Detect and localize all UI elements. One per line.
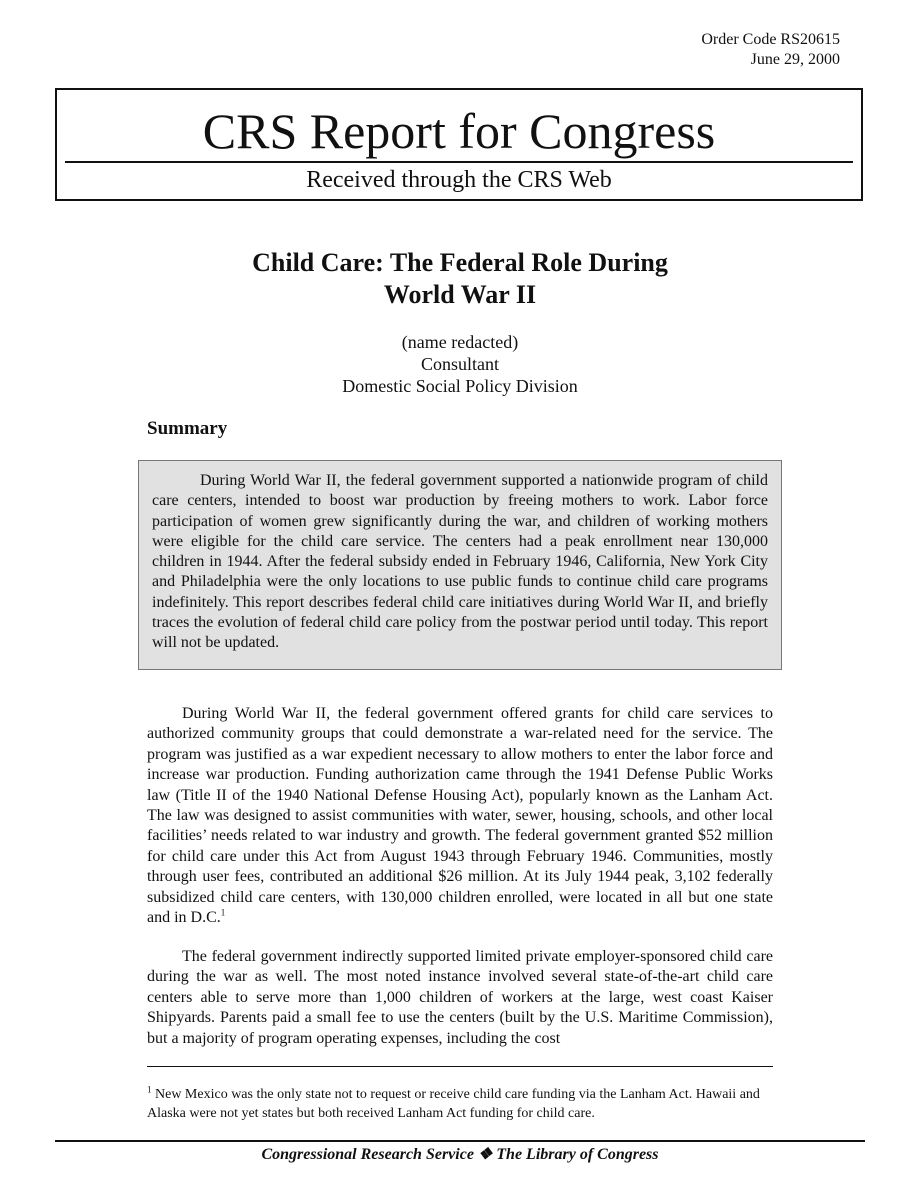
order-info (701, 30, 840, 70)
body-paragraph-1-text: During World War II, the federal government offered grants for child care services to authorized community groups that could demonstrate a war-related need for the service. The program was justified as a war expedient necessary to allow mothers to enter the labor force and increase war production. Funding authorization came through the 1941 Defense Public Works law (Title II of the 1940 National Defense Housing Act), popularly known as the Lanham Act. The law was designed to assist communities with water, sewer, housing, schools, and other local facilities’ needs related to war industry and growth. The federal government granted $52 million for child care under this Act from August 1943 through February 1946. Communities, mostly through user fees, contributed an additional $26 million. At its July 1944 peak, 3,102 federally subsidized child care centers, with 130,000 children enrolled, were located in all but one state and in D.C. (147, 705, 773, 927)
summary-text: During World War II, the federal government supported a nationwide program of child care centers, intended to boost war production by freeing mothers to work. Labor force participation of women grew significantly during the war, and children of working mothers were eligible for the child care service. The centers had a peak enrollment near 130,000 children in 1944. After the federal subsidy ended in February 1946, California, New York City and Philadelphia were the only locations to use public funds to continue child care programs indefinitely. This report describes federal child care initiatives during World War II, and briefly traces the evolution of federal child care policy from the postwar period until today. This report will not be updated. (152, 472, 768, 652)
footer-organization: Congressional Research Service (261, 1146, 474, 1163)
author-division: Domestic Social Policy Division (342, 376, 578, 396)
header-divider (65, 161, 853, 163)
document-title (0, 247, 920, 311)
footer-separator-icon: ❖ (477, 1146, 493, 1163)
footnote-divider (147, 1066, 773, 1067)
author-name: (name redacted) (401, 332, 519, 352)
order-code: Order Code RS20615 (701, 31, 840, 48)
author-title: Consultant (420, 354, 499, 374)
report-header (55, 88, 863, 201)
body-paragraph-1 (147, 704, 773, 928)
report-title: CRS Report for Congress (202, 103, 716, 159)
report-subtitle: Received through the CRS Web (306, 167, 612, 193)
author-block (0, 331, 920, 397)
report-date: June 29, 2000 (750, 51, 840, 68)
footer-divider (55, 1140, 865, 1142)
footnote (147, 1086, 773, 1123)
summary-heading: Summary (147, 418, 228, 439)
footnote-reference[interactable]: 1 (220, 907, 226, 918)
document-title-line-1: Child Care: The Federal Role During (252, 248, 668, 277)
footer-library: The Library of Congress (496, 1146, 659, 1163)
document-title-line-2: World War II (383, 280, 537, 309)
page-footer (0, 1144, 920, 1164)
footnote-marker: 1 (147, 1084, 152, 1095)
body-paragraph-2 (147, 947, 773, 1049)
summary-box (138, 460, 782, 670)
footnote-text: New Mexico was the only state not to request or receive child care funding via the Lanham Act. Hawaii and Alaska were not yet states but both received Lanham Act funding for child care. (147, 1087, 760, 1121)
body-paragraph-2-text: The federal government indirectly supported limited private employer-sponsored child care during the war as well. The most noted instance involved several state-of-the-art child care centers able to serve more than 1,000 children of workers at the large, west coast Kaiser Shipyards. Parents paid a small fee to use the centers (built by the U.S. Maritime Commission), but a majority of program operating expenses, including the cost (147, 948, 773, 1047)
